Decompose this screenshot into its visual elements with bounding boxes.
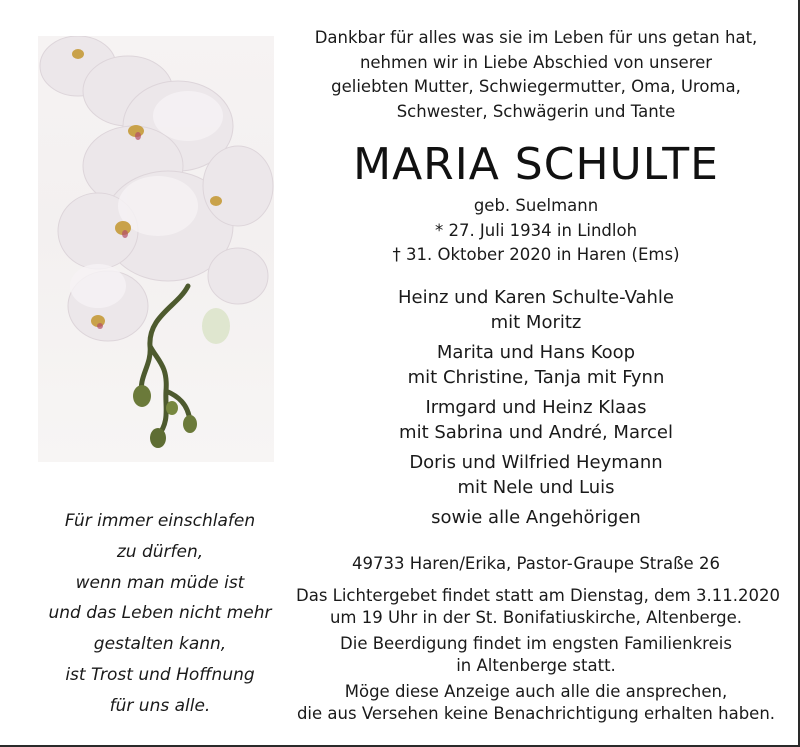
family-line: Marita und Hans Koop	[436, 342, 636, 363]
note-line: die aus Versehen keine Benachrichtigung erhalten haben.	[296, 704, 776, 723]
intro-line: Dankbar für alles was sie im Leben für uns getan hat,	[314, 28, 758, 47]
intro-line: Schwester, Schwägerin und Tante	[396, 101, 676, 121]
family-group	[296, 341, 776, 390]
poem	[40, 506, 280, 722]
family-group	[296, 451, 776, 500]
note-line: um 19 Uhr in der St. Bonifatiuskirche, Altenberge.	[329, 608, 743, 627]
deceased-name: MARIA SCHULTE	[353, 139, 719, 190]
family-line: mit Sabrina und André, Marcel	[399, 421, 673, 443]
maiden-name: geb. Suelmann	[473, 196, 599, 215]
family-line: mit Moritz	[490, 311, 582, 333]
family-group	[296, 286, 776, 335]
note-line: Die Beerdigung findet im engsten Familienkreis	[340, 634, 732, 653]
address: 49733 Haren/Erika, Pastor-Graupe Straße 26	[352, 554, 720, 573]
poem-line: Für immer einschlafen	[64, 511, 256, 531]
family-line: mit Nele und Luis	[457, 476, 615, 498]
note-paragraph	[296, 633, 776, 677]
birth-date: * 27. Juli 1934 in Lindloh	[434, 220, 638, 240]
family-list	[296, 286, 776, 537]
note-line: in Altenberge statt.	[456, 656, 616, 675]
poem-line: gestalten kann,	[93, 634, 227, 655]
note-line: Möge diese Anzeige auch alle die ansprechen,	[344, 682, 728, 701]
service-notes	[296, 585, 780, 729]
life-dates	[296, 194, 776, 268]
family-group	[296, 396, 776, 445]
family-line: mit Christine, Tanja mit Fynn	[407, 366, 665, 388]
family-line: Doris und Wilfried Heymann	[409, 452, 663, 473]
family-line: sowie alle Angehörigen	[431, 507, 641, 528]
poem-line: für uns alle.	[109, 695, 211, 716]
poem-line: und das Leben nicht mehr	[48, 603, 272, 624]
note-paragraph	[296, 681, 776, 725]
death-date: † 31. Oktober 2020 in Haren (Ems)	[392, 245, 680, 264]
poem-line: wenn man müde ist	[75, 572, 245, 593]
intro-line: nehmen wir in Liebe Abschied von unserer	[359, 52, 713, 72]
family-line: Heinz und Karen Schulte-Vahle	[397, 287, 675, 308]
note-line: Das Lichtergebet findet statt am Dienstag, dem 3.11.2020	[296, 586, 780, 605]
poem-line: ist Trost und Hoffnung	[65, 664, 255, 685]
note-paragraph	[296, 585, 780, 629]
poem-line: zu dürfen,	[116, 541, 204, 562]
intro-text	[296, 26, 776, 124]
orchid-illustration	[38, 36, 274, 462]
intro-line: geliebten Mutter, Schwiegermutter, Oma, Uroma,	[331, 77, 741, 96]
orchid-photo	[38, 36, 274, 462]
family-line: Irmgard und Heinz Klaas	[425, 397, 647, 418]
family-group	[296, 506, 776, 531]
